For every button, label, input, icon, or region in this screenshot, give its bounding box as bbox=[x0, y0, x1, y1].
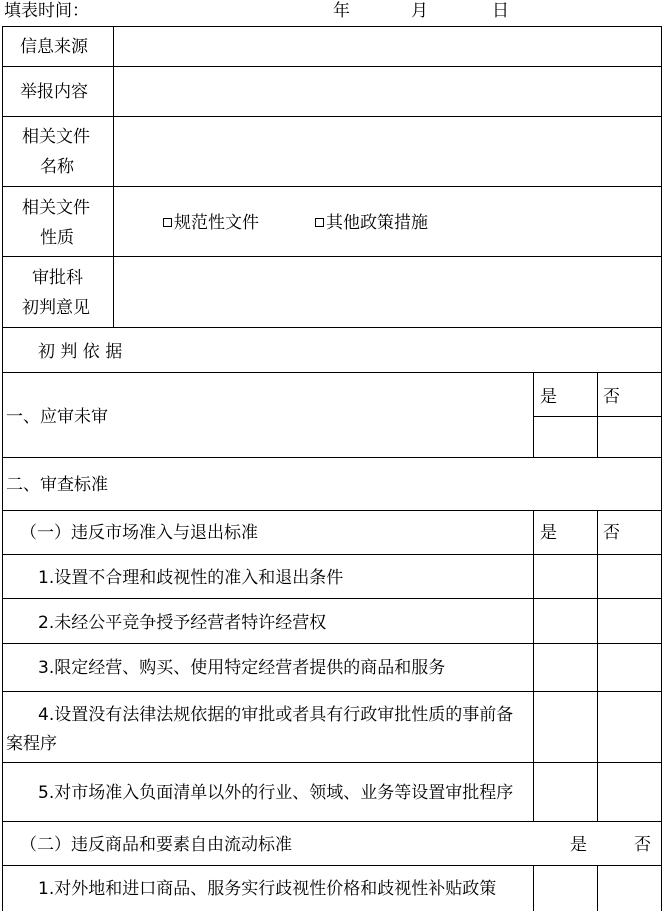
other-policy-checkbox[interactable] bbox=[315, 218, 324, 227]
approval-label-line2: 初判意见 bbox=[22, 298, 90, 318]
checklist-item: 2.未经公平竞争授予经营者特许经营权 bbox=[38, 613, 327, 633]
vline bbox=[533, 510, 534, 821]
checklist-item: 3.限定经营、购买、使用特定经营者提供的商品和服务 bbox=[38, 658, 446, 678]
file-name-label bbox=[22, 122, 90, 182]
yes-header: 是 bbox=[570, 835, 587, 855]
vline bbox=[533, 865, 534, 911]
hline bbox=[2, 186, 662, 187]
approval-label-line1: 审批科 bbox=[32, 268, 83, 288]
hline bbox=[2, 510, 662, 511]
hline bbox=[2, 762, 662, 763]
should-review-yes-cell[interactable] bbox=[534, 417, 597, 457]
day-label: 日 bbox=[492, 1, 509, 21]
checklist-item: 1.设置不合理和歧视性的准入和退出条件 bbox=[38, 568, 344, 588]
yes-header: 是 bbox=[540, 523, 557, 543]
year-label: 年 bbox=[333, 1, 350, 21]
option-normative-label: 规范性文件 bbox=[174, 213, 259, 233]
no-header: 否 bbox=[603, 523, 620, 543]
report-content-field[interactable] bbox=[114, 67, 661, 116]
hline bbox=[2, 372, 662, 373]
file-name-label-line1: 相关文件 bbox=[22, 127, 90, 147]
border-right bbox=[661, 26, 662, 911]
fill-time-label: 填表时间： bbox=[4, 1, 89, 21]
hline bbox=[2, 691, 662, 692]
approval-opinion-label bbox=[22, 263, 90, 323]
basis-label: 初 判 依 据 bbox=[38, 342, 123, 362]
hline bbox=[2, 554, 662, 555]
hline bbox=[2, 643, 662, 644]
info-source-label: 信息来源 bbox=[20, 37, 88, 57]
checklist-item-cont: 案程序 bbox=[6, 734, 57, 754]
option-other-policy-label: 其他政策措施 bbox=[326, 213, 428, 233]
no-header: 否 bbox=[603, 387, 620, 407]
yes-header: 是 bbox=[540, 387, 557, 407]
group2-title: （二）违反商品和要素自由流动标准 bbox=[20, 835, 292, 855]
month-label: 月 bbox=[411, 1, 428, 21]
border-left bbox=[2, 26, 3, 911]
group1-title: （一）违反市场准入与退出标准 bbox=[20, 523, 258, 543]
hline bbox=[2, 457, 662, 458]
file-name-field[interactable] bbox=[114, 117, 661, 186]
section-should-review: 一、应审未审 bbox=[6, 407, 108, 427]
hline bbox=[2, 327, 662, 328]
checklist-item: 5.对市场准入负面清单以外的行业、领域、业务等设置审批程序 bbox=[38, 783, 514, 803]
hline bbox=[2, 821, 662, 822]
no-header: 否 bbox=[634, 835, 651, 855]
vline bbox=[597, 865, 598, 911]
hline bbox=[2, 598, 662, 599]
checklist-item: 4.设置没有法律法规依据的审批或者具有行政审批性质的事前备 bbox=[38, 705, 514, 725]
file-nature-label-line2: 性质 bbox=[40, 228, 74, 248]
info-source-field[interactable] bbox=[114, 27, 661, 66]
hline bbox=[2, 865, 662, 866]
checklist-item: 1.对外地和进口商品、服务实行歧视性价格和歧视性补贴政策 bbox=[38, 879, 497, 899]
file-nature-label-line1: 相关文件 bbox=[22, 198, 90, 218]
should-review-no-cell[interactable] bbox=[598, 417, 661, 457]
vline bbox=[597, 510, 598, 821]
option-other-policy[interactable] bbox=[315, 211, 428, 235]
section-review-standard: 二、审查标准 bbox=[6, 475, 108, 495]
approval-opinion-field[interactable] bbox=[114, 257, 661, 327]
normative-checkbox[interactable] bbox=[163, 218, 172, 227]
file-name-label-line2: 名称 bbox=[40, 157, 74, 177]
file-nature-label bbox=[22, 193, 90, 253]
option-normative[interactable] bbox=[163, 211, 259, 235]
report-content-label: 举报内容 bbox=[20, 82, 88, 102]
